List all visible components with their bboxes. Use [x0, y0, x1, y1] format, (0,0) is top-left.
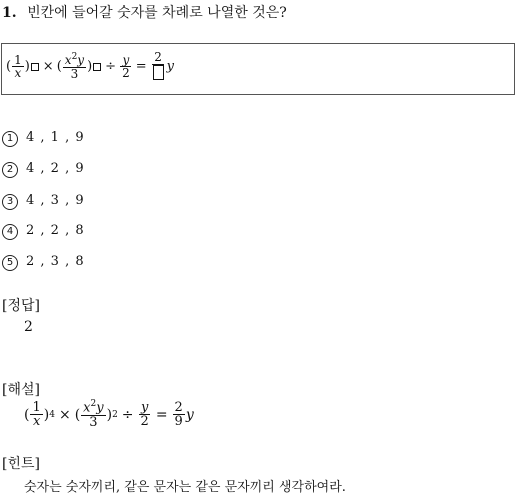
- answer-value: 2: [24, 319, 33, 335]
- hint-text: 숫자는 숫자끼리, 같은 문자는 같은 문자끼리 생각하여라.: [24, 480, 346, 495]
- answer-label: [정답]: [2, 298, 40, 314]
- question-text: 빈칸에 들어갈 숫자를 차례로 나열한 것은?: [27, 5, 287, 21]
- expression-box: [1, 43, 515, 95]
- option-2[interactable]: 2 4 , 2 , 9: [2, 161, 85, 178]
- option-5[interactable]: 5 2 , 3 , 8: [2, 254, 85, 271]
- option-3[interactable]: 3 4 , 3 , 9: [2, 193, 85, 210]
- option-1[interactable]: 1 4 , 1 , 9: [2, 130, 85, 147]
- option-4[interactable]: 4 2 , 2 , 8: [2, 223, 85, 240]
- explanation-expression: ( $\frac{1}{x}$ ) 4 × ( $\frac{x^2y}{3}$ ) 2 ÷ $\frac{y}{2}$ = $\frac{2}{9}$ y: [24, 399, 194, 430]
- blank-box-3: [153, 65, 164, 80]
- problem-expression: ( $\frac{1}{x}$ ) × ( $\frac{x^2y}{3}$ ) ÷ $\frac{y}{2}$ = 2 y: [6, 50, 174, 81]
- blank-box-1: [31, 63, 39, 71]
- blank-box-2: [93, 63, 101, 71]
- hint-label: [힌트]: [2, 456, 40, 472]
- explanation-label: [해설]: [2, 382, 40, 398]
- question-title: [2, 2, 287, 22]
- question-number: 1.: [2, 5, 17, 21]
